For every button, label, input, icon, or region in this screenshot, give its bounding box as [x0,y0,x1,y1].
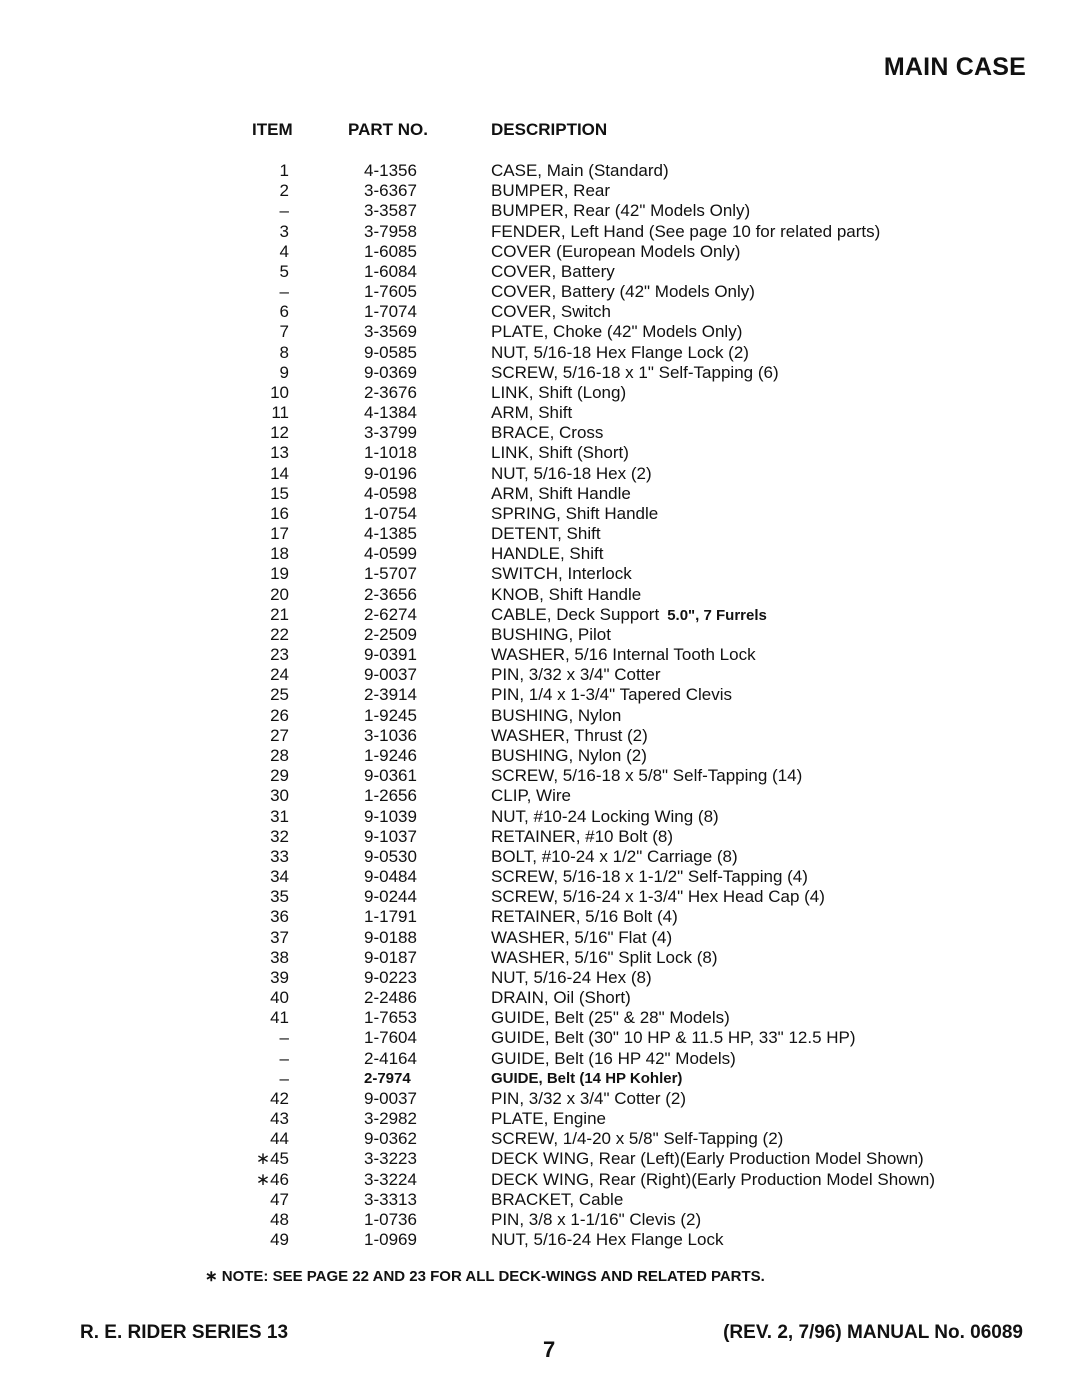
description-text: SWITCH, Interlock [491,564,632,584]
item-number: 3 [279,221,289,241]
description-text: WASHER, 5/16" Split Lock (8) [491,947,718,967]
item-number: 6 [279,302,289,322]
description-text: PIN, 3/32 x 3/4" Cotter (2) [491,1088,687,1108]
column-header-item: ITEM [252,120,293,139]
part-number: 1-7604 [364,1028,417,1048]
part-number: 9-1039 [364,806,417,826]
part-number: 1-6084 [364,261,417,281]
part-number: 9-0187 [364,947,417,967]
part-number: 1-5707 [364,564,417,584]
part-description [491,665,661,685]
table-row [0,544,1080,564]
part-number: 9-1037 [364,826,417,846]
part-number: 3-2982 [364,1109,417,1129]
table-row [0,928,1080,948]
table-row [0,302,1080,322]
part-description [491,544,603,564]
item-number: 13 [270,443,289,463]
part-number: 3-3569 [364,322,417,342]
table-row [0,685,1080,705]
part-description [491,807,719,827]
description-text: BUMPER, Rear [491,181,611,201]
item-number: 8 [279,342,289,362]
manual-revision: (REV. 2, 7/96) MANUAL No. 06089 [723,1322,1023,1343]
table-row [0,423,1080,443]
description-text: GUIDE, Belt (30" 10 HP & 11.5 HP, 33" 12.5 HP) [491,1028,856,1048]
part-number: 1-0736 [364,1209,417,1229]
description-text: CLIP, Wire [491,786,571,806]
description-text: SPRING, Shift Handle [491,503,659,523]
part-number: 9-0484 [364,867,417,887]
item-number: 32 [270,826,289,846]
handwritten-annotation: 5.0", 7 Furrels [667,606,767,624]
part-number: 9-0037 [364,1088,417,1108]
table-row [0,847,1080,867]
part-number: 1-0754 [364,503,417,523]
part-description [491,585,641,605]
item-number: 20 [270,584,289,604]
part-description [491,988,631,1008]
description-text: GUIDE, Belt (25" & 28" Models) [491,1008,730,1028]
item-number: 17 [270,524,289,544]
part-description [491,464,652,484]
part-description [491,403,572,423]
part-description [491,948,717,968]
table-row [0,1170,1080,1190]
item-number: 41 [270,1008,289,1028]
part-number: 3-3224 [364,1169,417,1189]
column-header-description: DESCRIPTION [491,120,608,139]
description-text: PLATE, Engine [491,1109,606,1129]
description-text: DRAIN, Oil (Short) [491,988,631,1008]
description-text: WASHER, 5/16 Internal Tooth Lock [491,645,756,665]
description-text: LINK, Shift (Short) [491,443,629,463]
part-number: 1-9246 [364,745,417,765]
parts-table [0,161,1080,1250]
part-description [491,1210,701,1230]
part-number: 9-0196 [364,463,417,483]
description-text: PLATE, Choke (42" Models Only) [491,322,743,342]
part-description [491,242,740,262]
part-number: 2-3676 [364,382,417,402]
part-description [491,766,802,786]
item-number: 34 [270,867,289,887]
item-number: 40 [270,988,289,1008]
part-number: 2-4164 [364,1048,417,1068]
item-number: 39 [270,967,289,987]
part-number: 1-1018 [364,443,417,463]
part-description [491,1049,736,1069]
description-text: SCREW, 5/16-18 x 1" Self-Tapping (6) [491,362,779,382]
part-description [491,1109,606,1129]
item-number: 27 [270,725,289,745]
table-row [0,242,1080,262]
table-row [0,464,1080,484]
item-number: 36 [270,907,289,927]
table-row [0,1028,1080,1048]
part-number: 4-0599 [364,544,417,564]
table-row [0,605,1080,625]
part-number: 2-2509 [364,624,417,644]
item-number: 18 [270,544,289,564]
table-row [0,867,1080,887]
part-description [491,685,732,705]
table-row [0,645,1080,665]
part-description [491,1230,723,1250]
part-description [491,968,652,988]
description-text: PIN, 3/32 x 3/4" Cotter [491,665,661,685]
part-description [491,625,611,645]
part-number: 9-0585 [364,342,417,362]
part-description [491,1028,856,1048]
part-number: 3-3223 [364,1149,417,1169]
description-text: BRACE, Cross [491,423,604,443]
description-text: CABLE, Deck Support [491,604,660,624]
item-number: 12 [270,423,289,443]
description-text: BUSHING, Pilot [491,624,611,644]
item-number: 47 [270,1189,289,1209]
item-number: 30 [270,786,289,806]
table-row [0,766,1080,786]
description-text: COVER, Battery (42" Models Only) [491,282,755,302]
table-row [0,383,1080,403]
table-row [0,1230,1080,1250]
table-row [0,968,1080,988]
item-number: 49 [270,1230,289,1250]
table-row [0,363,1080,383]
description-text: COVER, Battery [491,261,615,281]
item-number: 14 [270,463,289,483]
table-row [0,484,1080,504]
item-number: 26 [270,705,289,725]
table-row [0,746,1080,766]
part-number: 4-1385 [364,524,417,544]
part-description [491,322,742,342]
part-description [491,1089,686,1109]
item-number: 10 [270,382,289,402]
description-text: SCREW, 5/16-18 x 5/8" Self-Tapping (14) [491,766,803,786]
part-description [491,383,626,403]
description-text: SCREW, 1/4-20 x 5/8" Self-Tapping (2) [491,1129,784,1149]
item-number: – [279,201,289,221]
table-row [0,706,1080,726]
part-number: 1-2656 [364,786,417,806]
item-number: – [279,1048,289,1068]
table-row [0,1109,1080,1129]
part-description [491,363,779,383]
part-description [491,1069,682,1089]
item-number: 43 [270,1109,289,1129]
item-number: 38 [270,947,289,967]
description-text: WASHER, Thrust (2) [491,725,648,745]
description-text: DECK WING, Rear (Left)(Early Production Model Shown) [491,1149,924,1169]
description-text: COVER, Switch [491,302,611,322]
description-text: BUSHING, Nylon (2) [491,745,647,765]
item-number: 42 [270,1088,289,1108]
description-text: NUT, 5/16-18 Hex Flange Lock (2) [491,342,749,362]
part-description [491,847,738,867]
item-number: 16 [270,503,289,523]
page-title: MAIN CASE [883,53,1026,81]
part-description [491,1129,783,1149]
column-header-part-no: PART NO. [348,120,428,139]
table-row [0,585,1080,605]
table-row [0,1149,1080,1169]
footnote: ∗ NOTE: SEE PAGE 22 AND 23 FOR ALL DECK-WINGS AND RELATED PARTS. [205,1268,765,1285]
description-text: RETAINER, 5/16 Bolt (4) [491,907,678,927]
part-number: 2-3656 [364,584,417,604]
item-number: 28 [270,745,289,765]
table-row [0,161,1080,181]
item-number: ∗46 [255,1169,289,1189]
description-text: GUIDE, Belt (14 HP Kohler) [491,1069,683,1087]
description-text: FENDER, Left Hand (See page 10 for related parts) [491,221,881,241]
part-description [491,161,669,181]
part-number: 9-0037 [364,665,417,685]
part-number: 1-6085 [364,241,417,261]
table-row [0,201,1080,221]
part-description [491,907,678,927]
description-text: DETENT, Shift [491,524,601,544]
table-row [0,564,1080,584]
item-number: 25 [270,685,289,705]
part-number: 1-0969 [364,1230,417,1250]
part-description [491,645,756,665]
table-row [0,262,1080,282]
part-number: 9-0530 [364,846,417,866]
part-description [491,302,611,322]
part-number: 9-0369 [364,362,417,382]
table-row [0,443,1080,463]
table-row [0,726,1080,746]
description-text: PIN, 3/8 x 1-1/16" Clevis (2) [491,1209,702,1229]
part-description [491,222,880,242]
table-row [0,827,1080,847]
description-text: HANDLE, Shift [491,544,604,564]
part-description [491,423,603,443]
item-number: 22 [270,624,289,644]
description-text: BOLT, #10-24 x 1/2" Carriage (8) [491,846,738,866]
description-text: BUSHING, Nylon [491,705,622,725]
part-description [491,443,629,463]
table-row [0,1210,1080,1230]
part-number: 3-6367 [364,181,417,201]
table-row [0,807,1080,827]
table-row [0,1190,1080,1210]
part-number: 9-0361 [364,766,417,786]
table-row [0,524,1080,544]
item-number: 37 [270,927,289,947]
table-row [0,1049,1080,1069]
description-text: DECK WING, Rear (Right)(Early Production Model Shown) [491,1169,936,1189]
part-number: 9-0223 [364,967,417,987]
part-number: 9-0362 [364,1129,417,1149]
table-row [0,665,1080,685]
table-row [0,625,1080,645]
part-description [491,726,648,746]
part-number: 2-3914 [364,685,417,705]
item-number: 5 [279,261,289,281]
part-number: 1-1791 [364,907,417,927]
part-description [491,827,673,847]
page-number: 7 [543,1337,556,1362]
item-number: 7 [279,322,289,342]
part-description [491,1190,623,1210]
item-number: 33 [270,846,289,866]
part-number: 4-1356 [364,161,417,180]
item-number: 21 [270,604,289,624]
table-row [0,282,1080,302]
part-description [491,524,601,544]
description-text: COVER (European Models Only) [491,241,741,261]
description-text: KNOB, Shift Handle [491,584,642,604]
description-text: ARM, Shift Handle [491,483,631,503]
description-text: NUT, 5/16-18 Hex (2) [491,463,652,483]
part-description [491,1008,730,1028]
table-row [0,403,1080,423]
description-text: SCREW, 5/16-18 x 1-1/2" Self-Tapping (4) [491,867,808,887]
item-number: 23 [270,645,289,665]
part-number: 1-7074 [364,302,417,322]
description-text: NUT, #10-24 Locking Wing (8) [491,806,719,826]
part-description [491,343,749,363]
table-row [0,1069,1080,1089]
part-number: 1-7605 [364,282,417,302]
item-number: 29 [270,766,289,786]
item-number: 31 [270,806,289,826]
part-number: 3-3587 [364,201,417,221]
part-number: 1-9245 [364,705,417,725]
table-row [0,181,1080,201]
part-description [491,867,808,887]
part-number: 3-1036 [364,725,417,745]
item-number: – [279,282,289,302]
part-description [491,484,631,504]
part-description [491,504,658,524]
description-text: ARM, Shift [491,403,573,423]
item-number: 44 [270,1129,289,1149]
item-number: – [279,1028,289,1048]
description-text: LINK, Shift (Long) [491,382,627,402]
series-label: R. E. RIDER SERIES 13 [80,1322,289,1343]
table-row [0,786,1080,806]
part-description [491,887,825,907]
item-number: 9 [279,362,289,382]
description-text: WASHER, 5/16" Flat (4) [491,927,673,947]
table-row [0,907,1080,927]
part-number: 9-0391 [364,645,417,665]
part-number: 2-2486 [364,988,417,1008]
description-text: CASE, Main (Standard) [491,161,669,180]
part-description [491,564,632,584]
part-description [491,1170,935,1190]
part-description [491,786,571,806]
part-number: 3-3799 [364,423,417,443]
description-text: NUT, 5/16-24 Hex Flange Lock [491,1230,724,1250]
part-description [491,706,621,726]
item-number: 48 [270,1209,289,1229]
description-text: RETAINER, #10 Bolt (8) [491,826,674,846]
item-number: 4 [279,241,289,261]
description-text: PIN, 1/4 x 1-3/4" Tapered Clevis [491,685,733,705]
part-description [491,282,755,302]
item-number: 2 [279,181,289,201]
item-number: 15 [270,483,289,503]
description-text: SCREW, 5/16-24 x 1-3/4" Hex Head Cap (4) [491,887,825,907]
part-number: 3-7958 [364,221,417,241]
item-number: – [279,1068,289,1088]
table-row [0,948,1080,968]
description-text: NUT, 5/16-24 Hex (8) [491,967,652,987]
part-number: 4-1384 [364,403,417,423]
part-number: 9-0188 [364,927,417,947]
table-row [0,1129,1080,1149]
part-description [491,201,750,221]
table-row [0,1089,1080,1109]
part-description [491,262,615,282]
item-number: 11 [271,403,289,423]
part-number: 1-7653 [364,1008,417,1028]
part-description [491,1149,924,1169]
item-number: ∗45 [255,1149,289,1169]
item-number: 24 [270,665,289,685]
part-number: 2-6274 [364,604,417,624]
item-number: 1 [279,161,289,180]
part-number: 9-0244 [364,887,417,907]
table-row [0,343,1080,363]
part-description [491,928,672,948]
table-row [0,322,1080,342]
part-description [491,181,610,201]
table-row [0,887,1080,907]
table-row [0,504,1080,524]
table-row [0,1008,1080,1028]
item-number: 35 [270,887,289,907]
description-text: BUMPER, Rear (42" Models Only) [491,201,751,221]
part-number: 4-0598 [364,483,417,503]
description-text: BRACKET, Cable [491,1189,624,1209]
part-description [491,605,767,626]
part-description [491,746,647,766]
part-number: 3-3313 [364,1189,417,1209]
item-number: 19 [270,564,289,584]
description-text: GUIDE, Belt (16 HP 42" Models) [491,1048,736,1068]
part-number: 2-7974 [364,1069,411,1087]
table-row [0,222,1080,242]
table-row [0,988,1080,1008]
